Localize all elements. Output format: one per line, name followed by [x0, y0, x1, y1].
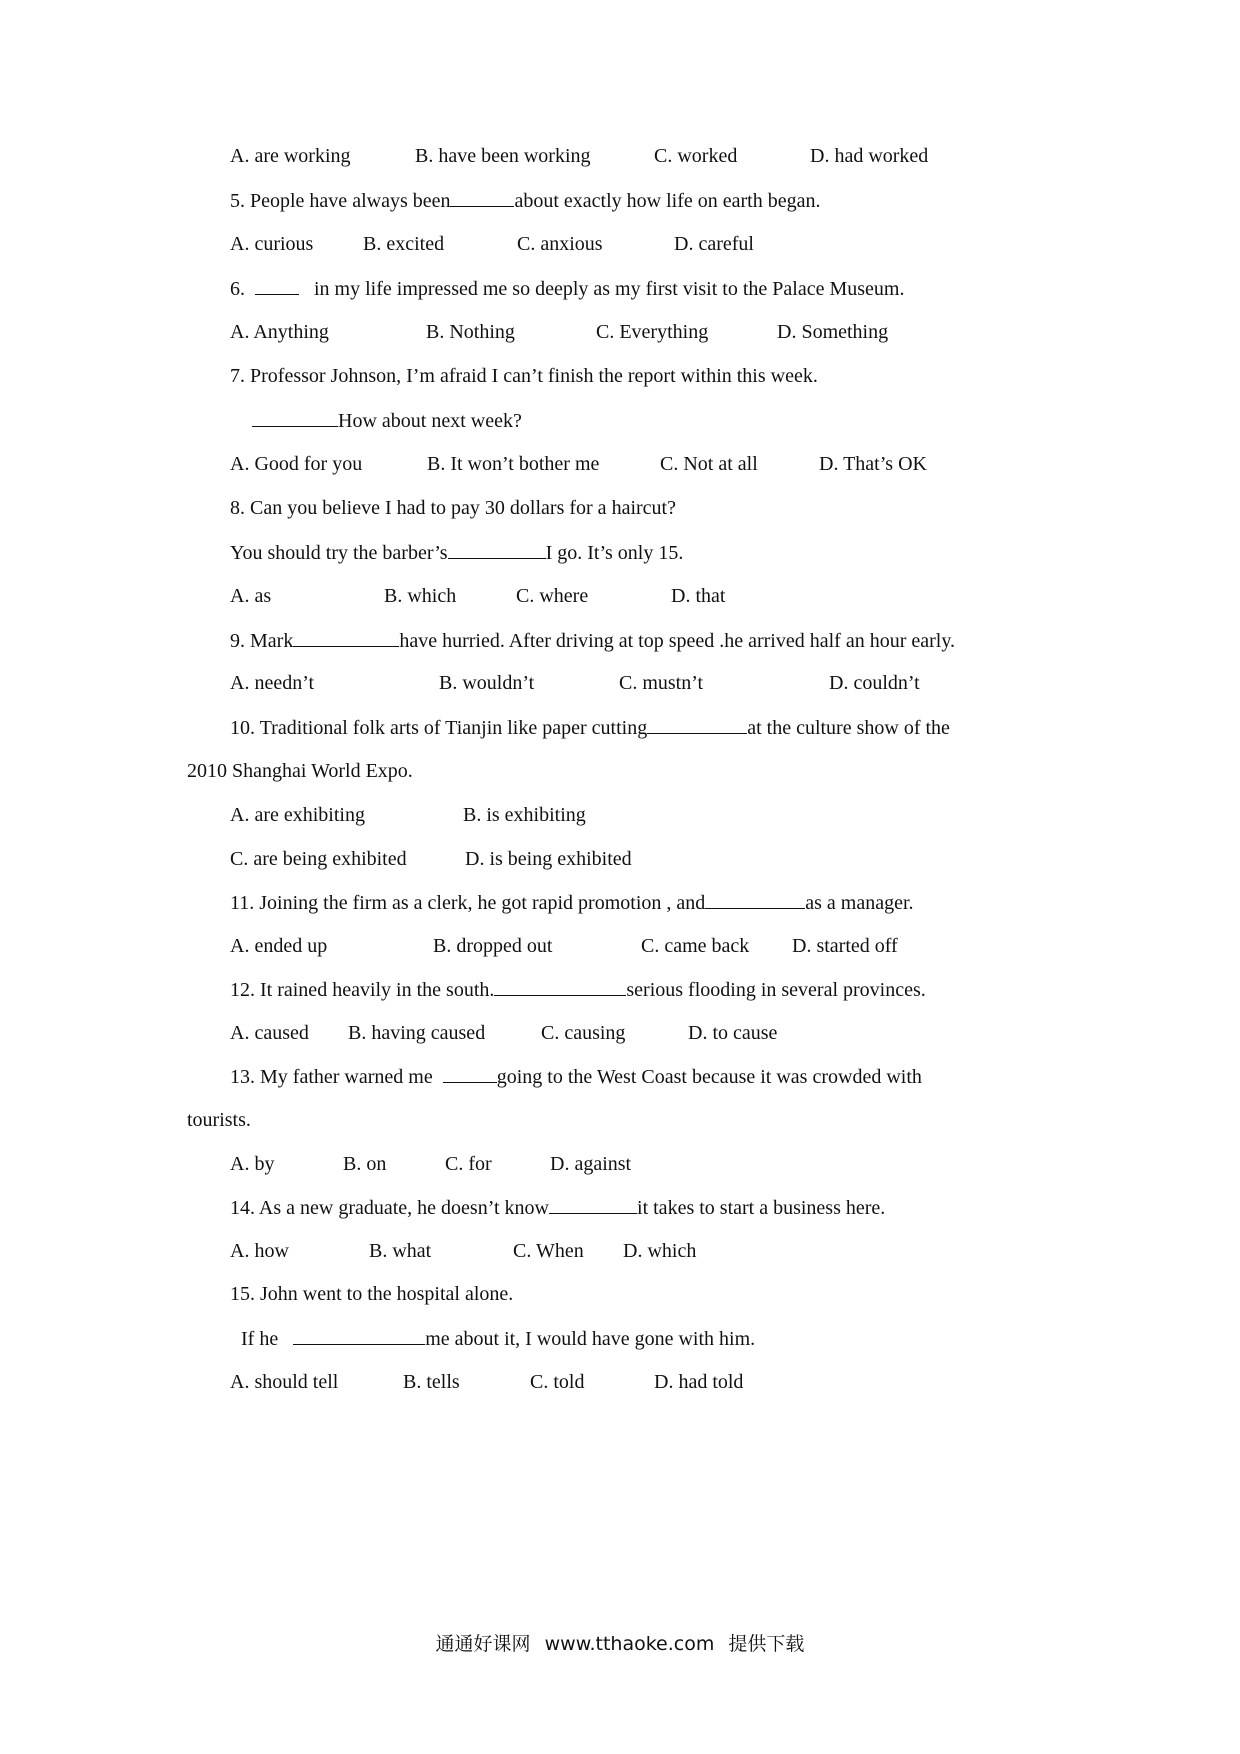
q14-stem-start: 14. As a new graduate, he doesn’t know [230, 1197, 550, 1219]
q10-option-c[interactable]: C. are being exhibited [230, 848, 407, 870]
q11-option-b[interactable]: B. dropped out [433, 935, 553, 957]
q12-stem-end: serious flooding in several provinces. [626, 979, 926, 1001]
q12-option-b[interactable]: B. having caused [348, 1022, 486, 1044]
q12-option-d[interactable]: D. to cause [688, 1022, 778, 1044]
q4-option-c[interactable]: C. worked [654, 145, 738, 167]
q10-option-a[interactable]: A. are exhibiting [230, 804, 365, 826]
q7-blank[interactable] [252, 408, 338, 427]
q12-stem [230, 977, 926, 1002]
q14-option-c[interactable]: C. When [513, 1240, 584, 1262]
q9-option-a[interactable]: A. needn’t [230, 672, 315, 694]
q5-option-d[interactable]: D. careful [674, 233, 754, 255]
q4-option-a[interactable]: A. are working [230, 145, 351, 167]
footer-url-link[interactable]: www.tthaoke.com [544, 1633, 715, 1655]
q13-option-a[interactable]: A. by [230, 1153, 275, 1175]
q13-option-c[interactable]: C. for [445, 1153, 492, 1175]
q15-blank[interactable] [293, 1326, 425, 1345]
q9-option-b[interactable]: B. wouldn’t [439, 672, 535, 694]
q6-number: 6. [230, 278, 245, 300]
q9-option-c[interactable]: C. mustn’t [619, 672, 704, 694]
q7-option-d[interactable]: D. That’s OK [819, 453, 927, 475]
q11-option-d[interactable]: D. started off [792, 935, 898, 957]
q10-stem-continued [187, 759, 413, 783]
q10-stem-end: at the culture show of the [747, 717, 950, 739]
q13-option-b[interactable]: B. on [343, 1153, 387, 1175]
q14-stem [230, 1195, 885, 1220]
q5-option-c[interactable]: C. anxious [517, 233, 603, 255]
page-footer [0, 1632, 1240, 1656]
q10-option-d[interactable]: D. is being exhibited [465, 848, 632, 870]
q4-option-b[interactable]: B. have been working [415, 145, 591, 167]
q5-option-b[interactable]: B. excited [363, 233, 445, 255]
q10-blank[interactable] [647, 715, 747, 734]
q8-response [230, 540, 683, 565]
q5-stem-start: 5. People have always been [230, 190, 451, 212]
q11-option-c[interactable]: C. came back [641, 935, 750, 957]
q11-stem-start: 11. Joining the firm as a clerk, he got rapid promotion , and [230, 892, 706, 914]
q9-options [230, 671, 1030, 695]
q15-stem [230, 1282, 513, 1306]
q12-option-a[interactable]: A. caused [230, 1022, 309, 1044]
q9-option-d[interactable]: D. couldn’t [829, 672, 920, 694]
q6-option-d[interactable]: D. Something [777, 321, 889, 343]
q7-stem-line1: 7. Professor Johnson, I’m afraid I can’t finish the report within this week. [230, 365, 818, 387]
q6-stem-end: in my life impressed me so deeply as my first visit to the Palace Museum. [314, 278, 905, 300]
q11-blank[interactable] [705, 890, 805, 909]
q15-option-a[interactable]: A. should tell [230, 1371, 339, 1393]
q15-stem-line1: 15. John went to the hospital alone. [230, 1283, 514, 1305]
q12-blank[interactable] [494, 977, 626, 996]
q15-response [241, 1326, 755, 1351]
q8-option-d[interactable]: D. that [671, 585, 726, 607]
footer-download-note: 提供下载 [728, 1633, 805, 1655]
q6-blank[interactable] [255, 276, 299, 295]
q5-stem-end: about exactly how life on earth began. [514, 190, 821, 212]
q13-stem-start: 13. My father warned me [230, 1066, 433, 1088]
q13-stem-continued [187, 1108, 251, 1132]
q13-stem-end: going to the West Coast because it was crowded with [496, 1066, 922, 1088]
q5-blank[interactable] [450, 188, 514, 207]
q8-stem [230, 496, 676, 520]
q9-stem-start: 9. Mark [230, 630, 294, 652]
q7-stem [230, 364, 818, 388]
q7-options [230, 452, 1030, 476]
q15-response-end: me about it, I would have gone with him. [425, 1328, 756, 1350]
q8-options [230, 584, 1030, 608]
q8-option-a[interactable]: A. as [230, 585, 272, 607]
q13-stem-line2: tourists. [187, 1109, 251, 1131]
q6-option-a[interactable]: A. Anything [230, 321, 329, 343]
q8-option-b[interactable]: B. which [384, 585, 457, 607]
q6-stem [230, 276, 904, 301]
q14-option-d[interactable]: D. which [623, 1240, 697, 1262]
q14-option-a[interactable]: A. how [230, 1240, 289, 1262]
q8-blank[interactable] [448, 540, 546, 559]
q4-options [230, 144, 1030, 168]
q8-response-start: You should try the barber’s [230, 542, 448, 564]
q9-blank[interactable] [293, 628, 399, 647]
q14-stem-end: it takes to start a business here. [637, 1197, 886, 1219]
q15-options [230, 1370, 1030, 1394]
q5-options [230, 232, 1030, 256]
q15-option-c[interactable]: C. told [530, 1371, 585, 1393]
q12-option-c[interactable]: C. causing [541, 1022, 626, 1044]
q12-stem-start: 12. It rained heavily in the south. [230, 979, 495, 1001]
q8-stem-line1: 8. Can you believe I had to pay 30 dollars for a haircut? [230, 497, 676, 519]
footer-site-name: 通通好课网 [435, 1633, 531, 1655]
q15-option-d[interactable]: D. had told [654, 1371, 744, 1393]
q6-option-c[interactable]: C. Everything [596, 321, 709, 343]
q14-options [230, 1239, 1030, 1263]
q7-option-c[interactable]: C. Not at all [660, 453, 758, 475]
q8-response-end: I go. It’s only 15. [545, 542, 684, 564]
q11-options [230, 934, 1030, 958]
q11-option-a[interactable]: A. ended up [230, 935, 328, 957]
q10-stem-start: 10. Traditional folk arts of Tianjin like paper cutting [230, 717, 648, 739]
q5-option-a[interactable]: A. curious [230, 233, 314, 255]
q6-options [230, 320, 1030, 344]
q7-option-b[interactable]: B. It won’t bother me [427, 453, 600, 475]
q13-blank[interactable] [443, 1064, 497, 1083]
q10-stem [230, 715, 950, 740]
q7-option-a[interactable]: A. Good for you [230, 453, 363, 475]
q6-option-b[interactable]: B. Nothing [426, 321, 515, 343]
q11-stem [230, 890, 914, 915]
q9-stem [230, 628, 955, 653]
q12-options [230, 1021, 1030, 1045]
q13-options [230, 1152, 1030, 1176]
q15-response-start: If he [241, 1328, 279, 1350]
q13-stem [230, 1064, 922, 1089]
q15-option-b[interactable]: B. tells [403, 1371, 460, 1393]
q5-stem [230, 188, 820, 213]
q10-stem-line2: 2010 Shanghai World Expo. [187, 760, 413, 782]
q11-stem-end: as a manager. [805, 892, 914, 914]
q14-blank[interactable] [549, 1195, 637, 1214]
q7-response [252, 408, 522, 433]
q10-options-row2 [230, 847, 1030, 871]
q10-options-row1 [230, 803, 1030, 827]
q9-stem-end: have hurried. After driving at top speed .he arrived half an hour early. [399, 630, 956, 652]
q14-option-b[interactable]: B. what [369, 1240, 432, 1262]
q7-response-text: How about next week? [338, 410, 522, 432]
q13-option-d[interactable]: D. against [550, 1153, 632, 1175]
q4-option-d[interactable]: D. had worked [810, 145, 929, 167]
q8-option-c[interactable]: C. where [516, 585, 589, 607]
q10-option-b[interactable]: B. is exhibiting [463, 804, 586, 826]
